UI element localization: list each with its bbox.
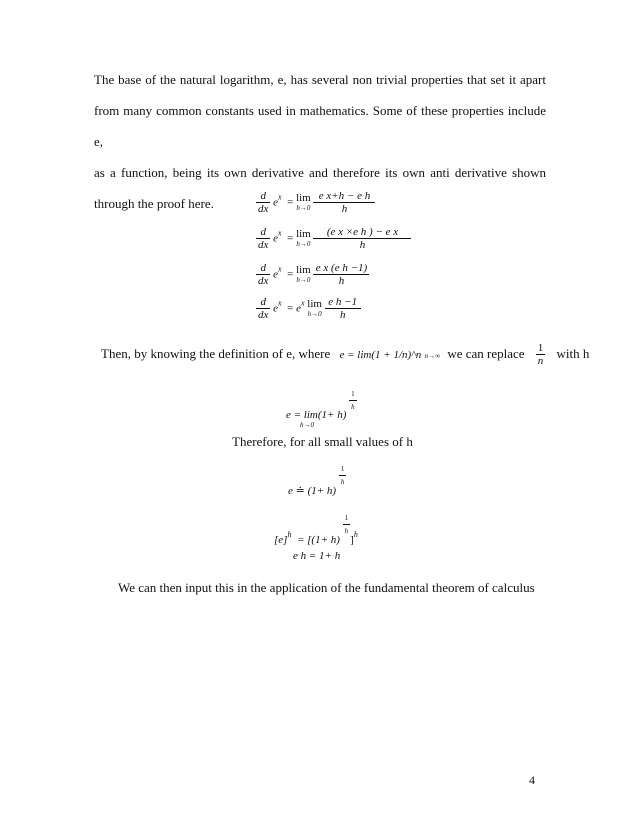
approx-equation: e ≐ (1+ h) $\frac{1}{h}$	[288, 465, 345, 497]
power-equation: $[e]^h = [(1+ h)$ $\frac{1}{h}$ ]$^h$	[274, 514, 358, 546]
equation-derivative-3: $\frac{d}{dx}$ $e^x$ = lim h→0 $\frac{\text{e x (e h −1)}}{h}$	[256, 262, 369, 288]
intro-line-1: The base of the natural logarithm, e, has several non trivial properties that set it apart	[94, 72, 546, 87]
power-exponent: $\frac{1}{h}$	[344, 514, 349, 535]
therefore-text: Therefore, for all small values of h	[232, 434, 413, 449]
limit-exponent: $\frac{1}{h}$	[351, 390, 355, 411]
definition-suffix: with h	[556, 345, 590, 361]
equation-2-numerator: (e x ×e h ) − e x	[313, 226, 411, 239]
equation-derivative-1: $\frac{d}{dx}$ $e^x$ = lim h→0 $\frac{\text{e x+h − e h}}{h}$	[256, 190, 375, 216]
limit-equation: e = lim(1+ h) h→0 $\frac{1}{h}$	[286, 390, 355, 430]
equation-derivative-4: $\frac{d}{dx}$ $e^x = e^x$ lim h→0 $\frac{\text{e h −1}}{h}$	[256, 296, 361, 322]
definition-line	[101, 342, 589, 368]
intro-line-2: from many common constants used in mathematics. Some of these properties include e,	[94, 103, 546, 149]
page-number: 4	[529, 773, 535, 787]
definition-prefix: Then, by knowing the definition of e, where	[101, 345, 331, 361]
final-equation: e h = 1+ h	[293, 550, 341, 562]
replace-fraction: $\frac{1}{n}$	[537, 342, 544, 367]
intro-line-4: through the proof here.	[94, 196, 214, 211]
intro-line-3: as a function, being its own derivative and therefore its own anti derivative shown	[94, 165, 546, 180]
definition-middle: we can replace	[447, 345, 525, 361]
equation-3-numerator: e x (e h −1)	[313, 262, 369, 275]
definition-formula: e = lim(1 + 1/n)^n	[339, 348, 422, 361]
equation-1-numerator: e x+h − e h	[313, 190, 375, 203]
equation-derivative-2: $\frac{d}{dx}$ $e^x$ = lim h→0 $\frac{\text{(e x ×e h ) − e x}}{h}$	[256, 226, 411, 252]
closing-text: We can then input this in the application of the fundamental theorem of calculus	[118, 580, 535, 595]
equation-4-numerator: e h −1	[325, 296, 361, 309]
approx-exponent: $\frac{1}{h}$	[340, 465, 345, 486]
definition-lim-sub: n→∞	[424, 351, 441, 360]
